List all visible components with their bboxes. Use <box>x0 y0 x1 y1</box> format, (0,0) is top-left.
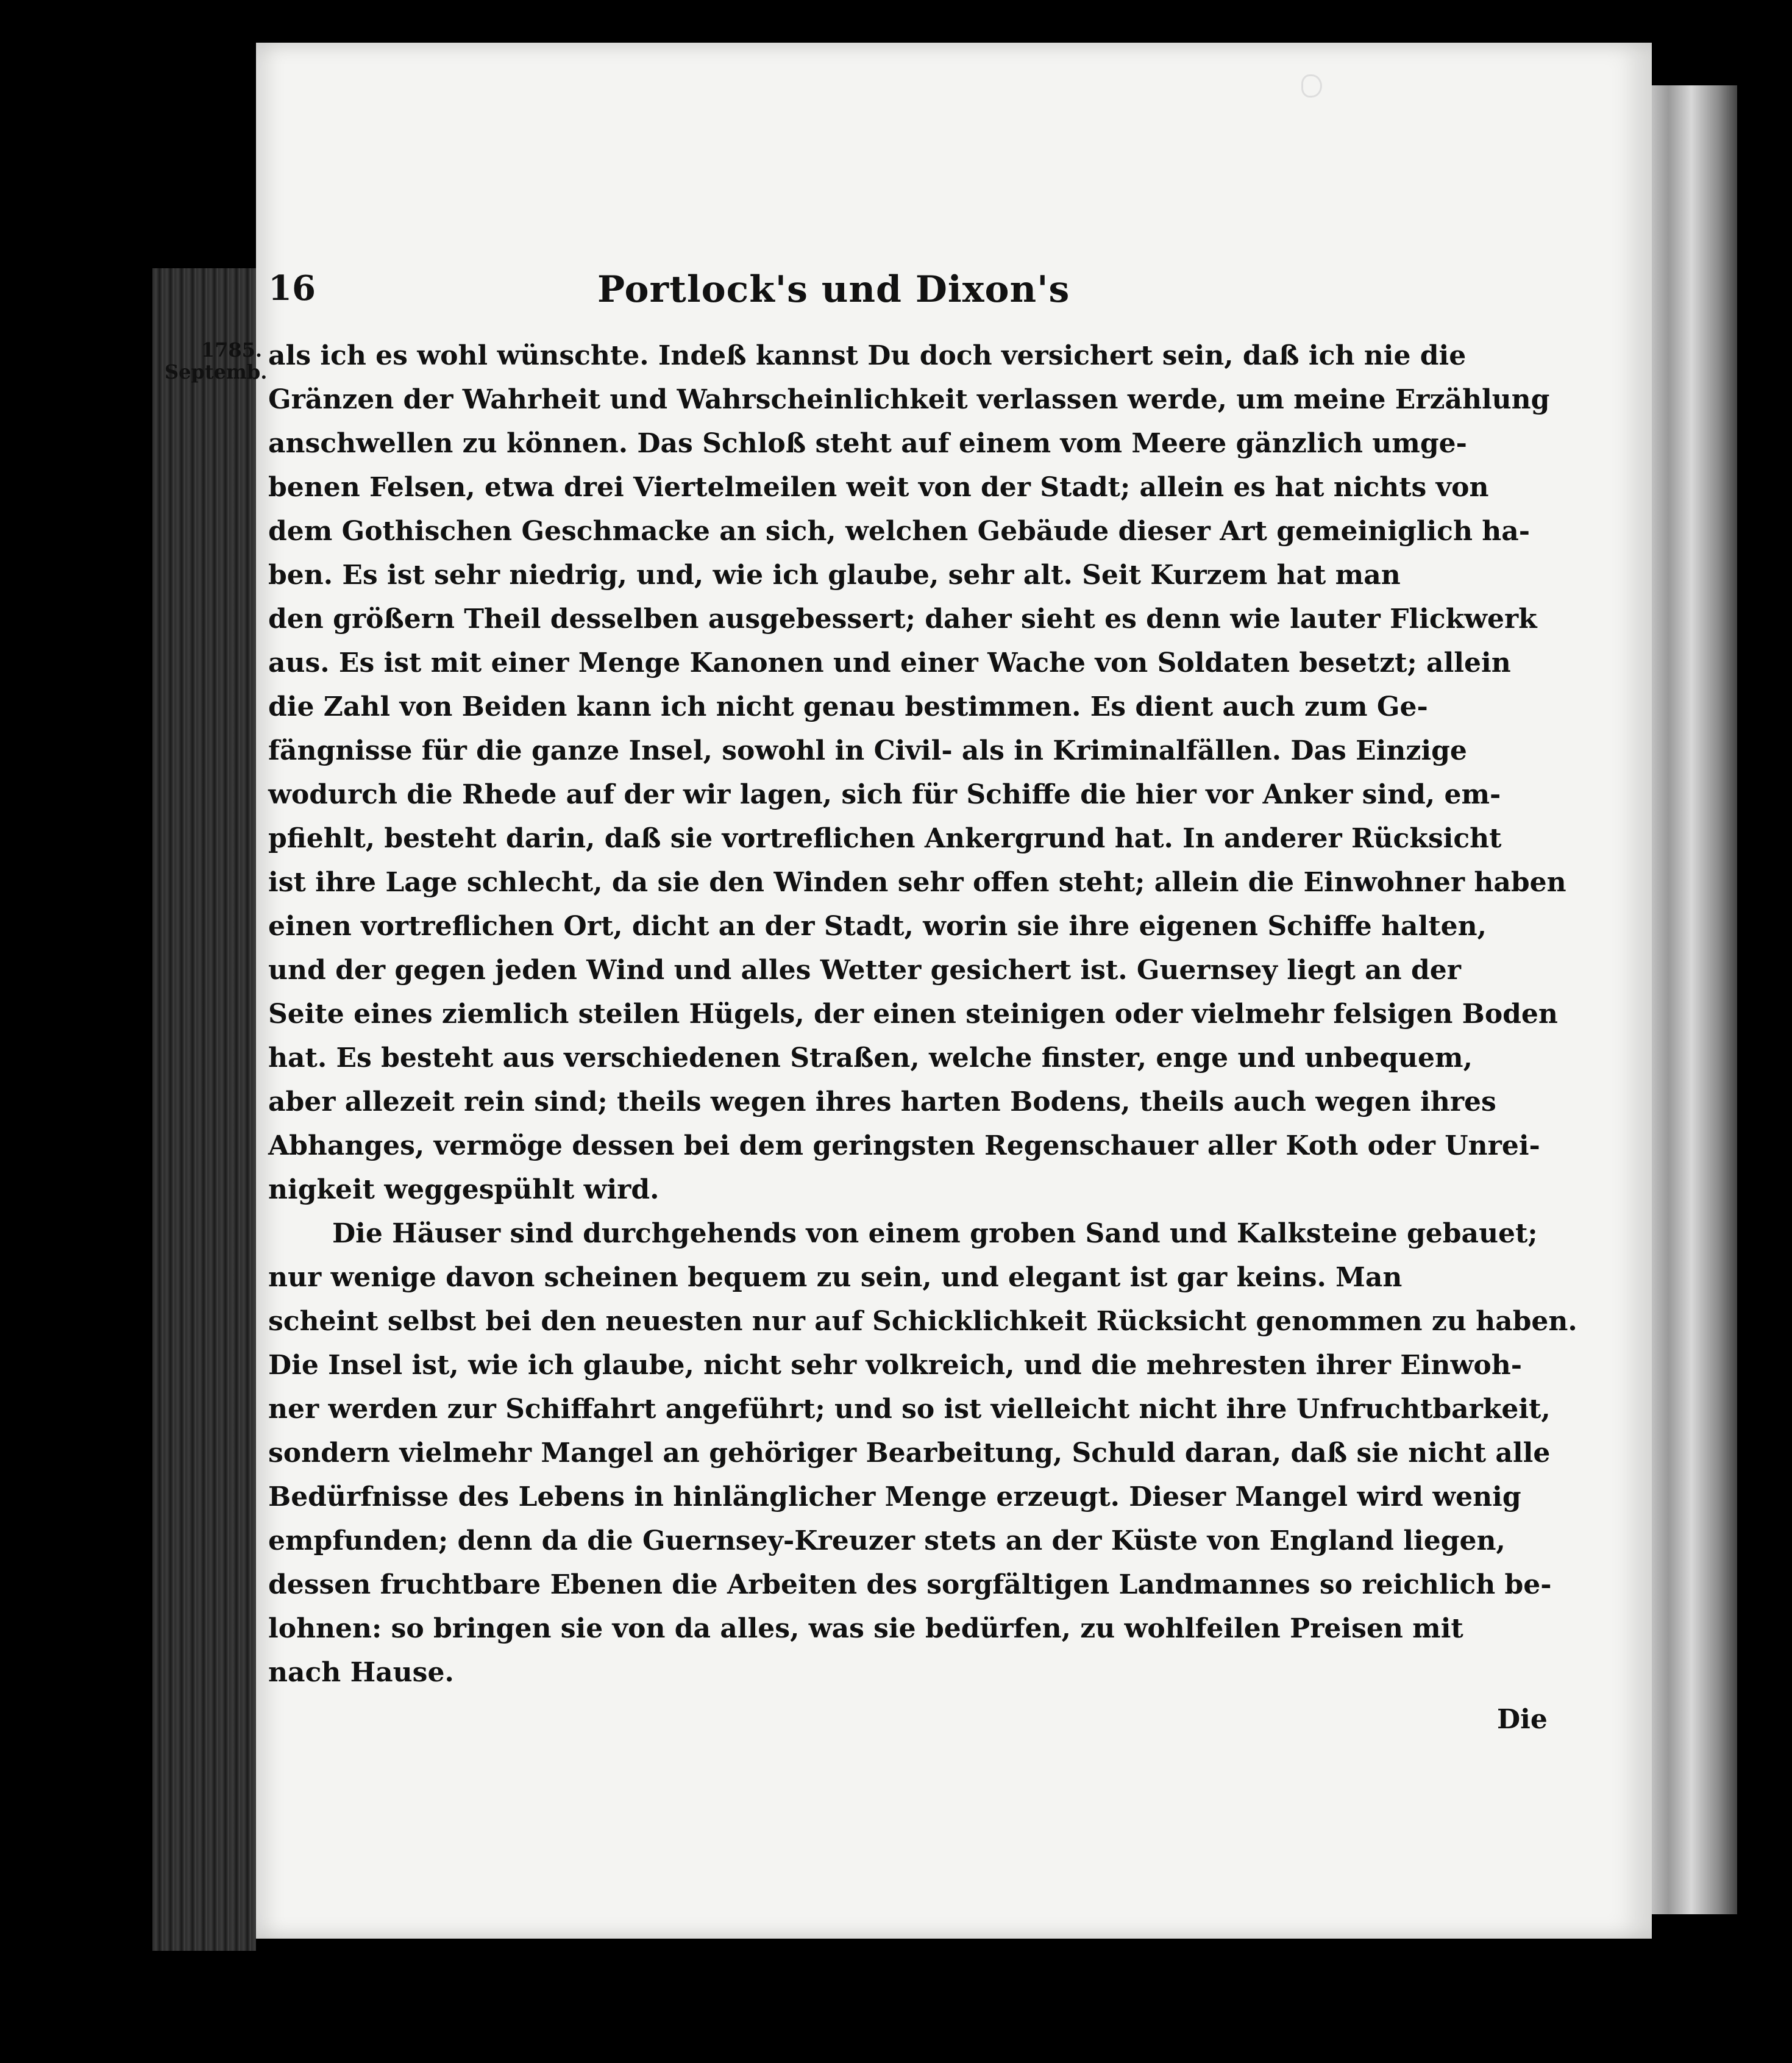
text-line: pfiehlt, besteht darin, daß sie vortreflichen Ankergrund hat. In anderer Rücksicht <box>268 823 1502 854</box>
text-line: Seite eines ziemlich steilen Hügels, der einen steinigen oder vielmehr felsigen Boden <box>268 999 1558 1030</box>
text-line: ner werden zur Schiffahrt angeführt; und so ist vielleicht nicht ihre Unfruchtbarkeit, <box>268 1394 1551 1425</box>
text-line: Gränzen der Wahrheit und Wahrscheinlichkeit verlassen werde, um meine Erzählung <box>268 384 1550 415</box>
text-line: benen Felsen, etwa drei Viertelmeilen weit von der Stadt; allein es hat nichts von <box>268 472 1489 503</box>
page-stack-left-edge <box>152 268 256 1951</box>
body-text <box>268 334 1577 1695</box>
text-line: anschwellen zu können. Das Schloß steht auf einem vom Meere gänzlich umge- <box>268 428 1467 459</box>
text-line: sondern vielmehr Mangel an gehöriger Bearbeitung, Schuld daran, daß sie nicht alle <box>268 1438 1551 1469</box>
paragraph-2 <box>268 1212 1577 1695</box>
margin-note-year: 1785. <box>201 338 262 362</box>
text-line: nach Hause. <box>268 1657 454 1688</box>
text-line: nur wenige davon scheinen bequem zu sein, und elegant ist gar keins. Man <box>268 1262 1403 1293</box>
text-line: Die Insel ist, wie ich glaube, nicht sehr volkreich, und die mehresten ihrer Einwoh- <box>268 1350 1522 1381</box>
page-number: 16 <box>268 268 316 308</box>
text-line: die Zahl von Beiden kann ich nicht genau bestimmen. Es dient auch zum Ge- <box>268 691 1428 722</box>
page-stack-right-edge <box>1646 85 1737 1914</box>
text-line: Bedürfnisse des Lebens in hinlänglicher Menge erzeugt. Dieser Mangel wird wenig <box>268 1481 1521 1513</box>
text-line: scheint selbst bei den neuesten nur auf Schicklichkeit Rücksicht genommen zu haben. <box>268 1306 1577 1337</box>
text-line: hat. Es besteht aus verschiedenen Straßen, welche finster, enge und unbequem, <box>268 1042 1473 1074</box>
text-line: fängnisse für die ganze Insel, sowohl in Civil- als in Kriminalfällen. Das Einzige <box>268 735 1467 766</box>
margin-note <box>165 338 268 383</box>
text-line: Die Häuser sind durchgehends von einem groben Sand und Kalksteine gebauet; <box>332 1218 1538 1249</box>
text-line: aus. Es ist mit einer Menge Kanonen und einer Wache von Soldaten besetzt; allein <box>268 647 1511 679</box>
paragraph-1 <box>268 334 1566 1212</box>
text-line: lohnen: so bringen sie von da alles, was sie bedürfen, zu wohlfeilen Preisen mit <box>268 1613 1463 1644</box>
text-line: empfunden; denn da die Guernsey-Kreuzer stets an der Küste von England liegen, <box>268 1525 1506 1556</box>
page-header <box>268 268 1268 317</box>
text-line: dem Gothischen Geschmacke an sich, welchen Gebäude dieser Art gemeiniglich ha- <box>268 516 1531 547</box>
catchword: Die <box>1497 1704 1548 1735</box>
margin-note-month: Septemb. <box>165 360 268 383</box>
running-head: Portlock's und Dixon's <box>597 268 1070 311</box>
text-line: nigkeit weggespühlt wird. <box>268 1174 660 1205</box>
text-line: wodurch die Rhede auf der wir lagen, sich für Schiffe die hier vor Anker sind, em- <box>268 779 1501 810</box>
text-line: ist ihre Lage schlecht, da sie den Winden sehr offen steht; allein die Einwohner haben <box>268 867 1566 898</box>
text-line: dessen fruchtbare Ebenen die Arbeiten des sorgfältigen Landmannes so reichlich be- <box>268 1569 1552 1600</box>
scan-speck <box>1301 74 1322 98</box>
text-line: als ich es wohl wünschte. Indeß kannst Du doch versichert sein, daß ich nie die <box>268 340 1467 371</box>
text-line: einen vortreflichen Ort, dicht an der Stadt, worin sie ihre eigenen Schiffe halten, <box>268 911 1487 942</box>
text-line: ben. Es ist sehr niedrig, und, wie ich glaube, sehr alt. Seit Kurzem hat man <box>268 560 1401 591</box>
text-line: und der gegen jeden Wind und alles Wetter gesichert ist. Guernsey liegt an der <box>268 955 1461 986</box>
text-line: aber allezeit rein sind; theils wegen ihres harten Bodens, theils auch wegen ihres <box>268 1086 1496 1117</box>
text-line: Abhanges, vermöge dessen bei dem geringsten Regenschauer aller Koth oder Unrei- <box>268 1130 1540 1161</box>
text-line: den größern Theil desselben ausgebessert; daher sieht es denn wie lauter Flickwerk <box>268 604 1537 635</box>
